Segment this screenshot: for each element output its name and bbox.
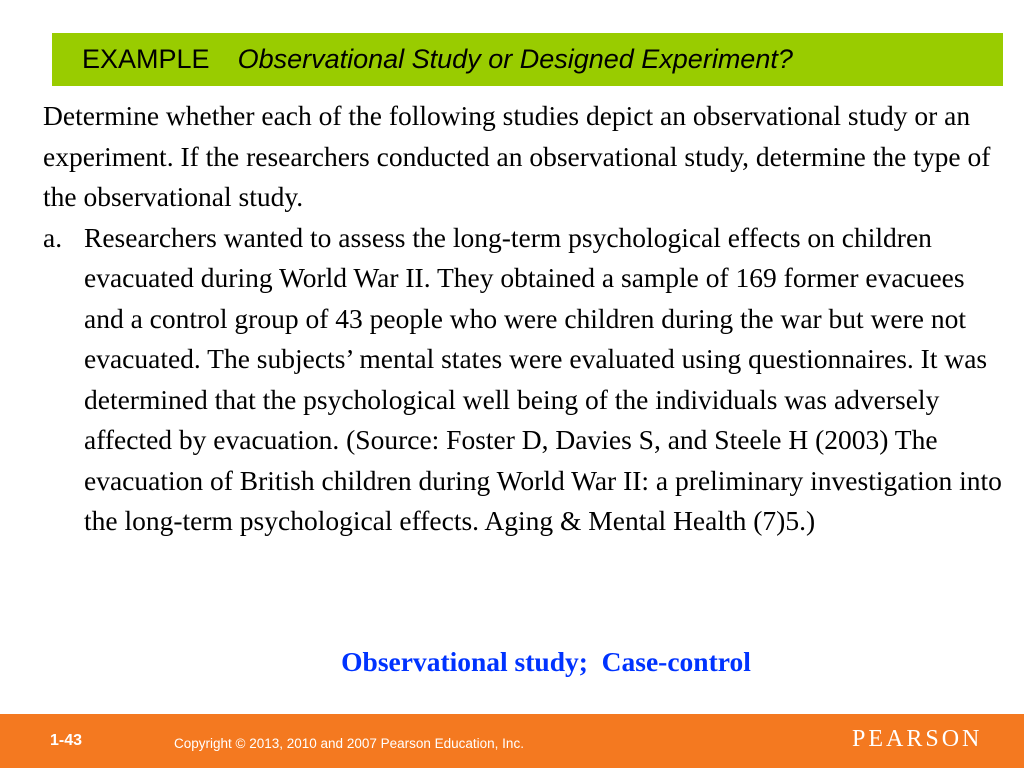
list-item-marker: a. — [43, 221, 63, 253]
list-item-text: Researchers wanted to assess the long-term psychological effects on children evacuated during World War II. They obtained a sample of 169 former evacuees and a control group of 43 people who were children during the war but were not evacuated. The subjects’ mental states were evaluated using questionnaires. It was determined that the psychological well being of the individuals was adversely affected by evacuation. (Source: Foster D, Davies S, and Steele H (2003) The evacuation of British children during World War II: a preliminary investigation into the long-term psychological effects. Aging & Mental Health (7)5.) — [84, 221, 1002, 536]
slide-title: Observational Study or Designed Experiment? — [237, 44, 793, 74]
slide-number: 1-43 — [50, 732, 83, 749]
list-item — [43, 218, 1003, 542]
answer-text: Observational study; Case-control — [341, 646, 751, 677]
title-bar — [52, 33, 1003, 86]
title-tag: EXAMPLE — [82, 44, 210, 74]
copyright-text: Copyright © 2013, 2010 and 2007 Pearson Education, Inc. — [174, 736, 524, 751]
footer-bar — [0, 714, 1024, 768]
pearson-logo: PEARSON — [852, 726, 983, 752]
slide-body — [43, 96, 1003, 542]
intro-paragraph: Determine whether each of the following studies depict an observational study or an experiment. If the researchers conducted an observational study, determine the type of the observational study. — [43, 100, 991, 212]
